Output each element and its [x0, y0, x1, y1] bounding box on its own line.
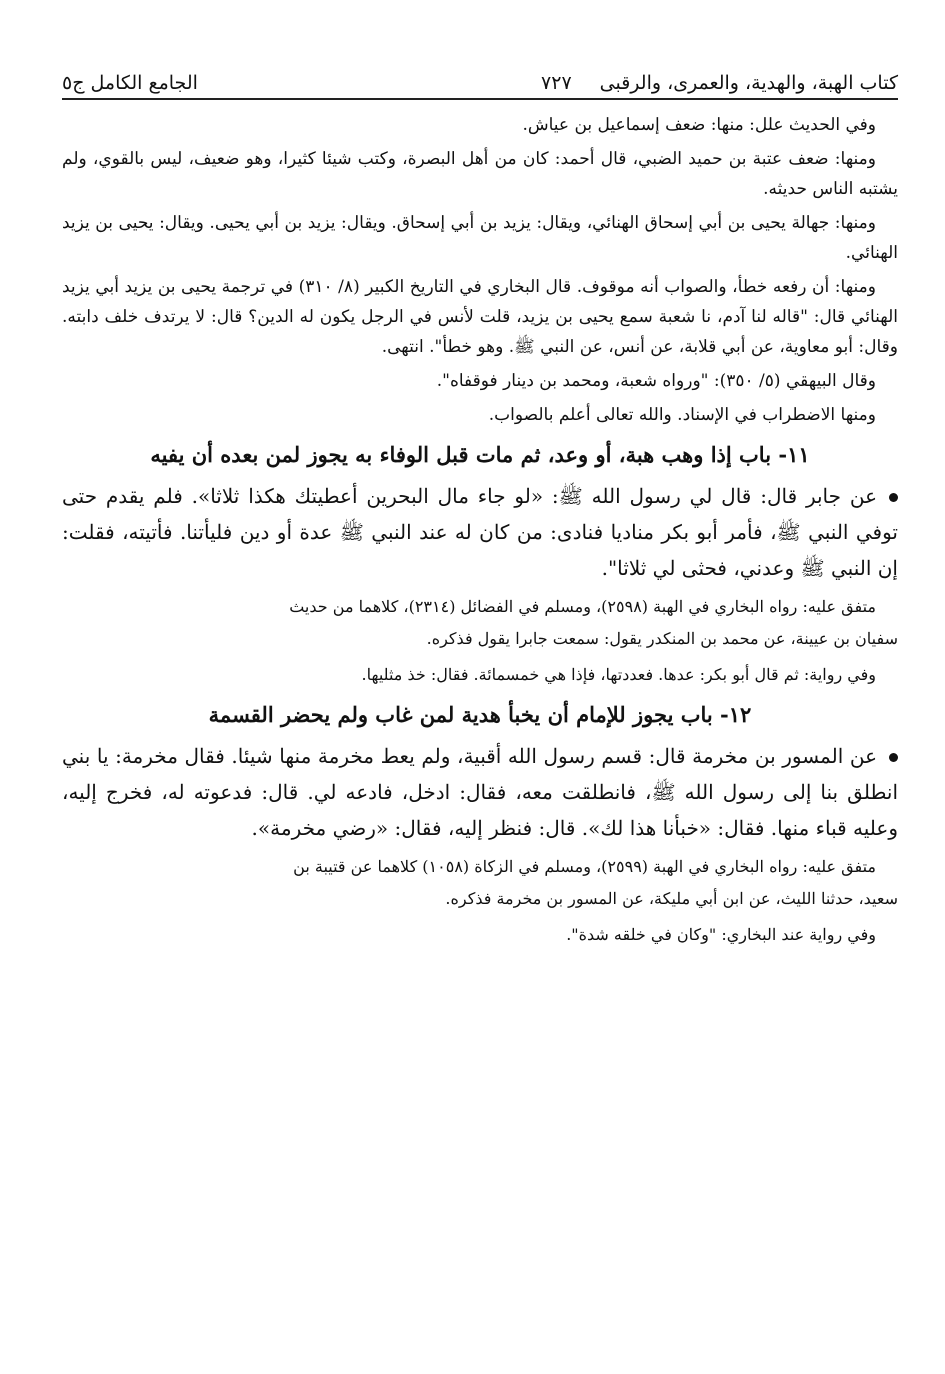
intro-paragraph: وفي الحديث علل: منها: ضعف إسماعيل بن عياش. — [522, 115, 876, 135]
header-right — [541, 72, 898, 94]
chapter-12-takhrij-cont: سعيد، حدثنا الليث، عن ابن أبي مليكة، عن المسور بن مخرمة فذكره. — [445, 889, 898, 908]
page-header — [62, 58, 898, 100]
chapter-11-hadith — [62, 478, 898, 586]
chapter-11-title: ١١- باب إذا وهب هبة، أو وعد، ثم مات قبل الوفاء به يجوز لمن بعده أن يفيه — [150, 442, 810, 467]
chapter-11-riwaya: وفي رواية: ثم قال أبو بكر: عدها. فعددتها، فإذا هي خمسمائة. فقال: خذ مثليها. — [361, 665, 876, 684]
chapter-12-takhrij: متفق عليه: رواه البخاري في الهبة (٢٥٩٩)، ومسلم في الزكاة (١٠٥٨) كلاهما عن قتيبة بن — [293, 857, 876, 876]
chapter-11-takhrij: متفق عليه: رواه البخاري في الهبة (٢٥٩٨)، ومسلم في الفضائل (٢٣١٤)، كلاهما من حديث — [289, 597, 876, 616]
chapter-11-takhrij-cont: سفيان بن عيينة، عن محمد بن المنكدر يقول: سمعت جابرا يقول فذكره. — [426, 629, 898, 648]
page-number: ٧٢٧ — [541, 72, 572, 94]
intro-paragraph: ومنها الاضطراب في الإسناد. والله تعالى أعلم بالصواب. — [488, 405, 876, 425]
intro-paragraph: ومنها: جهالة يحيى بن أبي إسحاق الهنائي، ويقال: يزيد بن أبي إسحاق. ويقال: يزيد بن أبي يحيى. ويقال: يحيى بن يزيد الهنائي. — [62, 213, 898, 263]
header-section-title: كتاب الهبة، والهدية، والعمرى، والرقبى — [599, 72, 898, 94]
intro-paragraph: ومنها: أن رفعه خطأ، والصواب أنه موقوف. قال البخاري في التاريخ الكبير (٨/ ٣١٠) في ترجمة يحيى بن يزيد أبي يزيد الهنائي قال: "قاله لنا آدم، نا شعبة سمع يحيى بن يزيد، قلت لأنس في الرجل يكون له الدين؟ قال: لا يرتدف خلف دابته. وقال: أبو معاوية، عن أبي قلابة، عن أنس، عن النبي ﷺ. وهو خطأ". انتهى. — [62, 277, 898, 357]
chapter-12-riwaya: وفي رواية عند البخاري: "وكان في خلقه شدة". — [566, 925, 876, 944]
intro-paragraph: ومنها: ضعف عتبة بن حميد الضبي، قال أحمد: كان من أهل البصرة، وكتب شيئا كثيرا، وهو ضعيف، ليس بالقوي، ولم يشتبه الناس حديثه. — [62, 149, 898, 199]
header-book-title: الجامع الكامل ج٥ — [62, 72, 198, 94]
hadith-text: عن جابر قال: قال لي رسول الله ﷺ: «لو جاء مال البحرين أعطيتك هكذا ثلاثا». فلم يقدم حتى توفي النبي ﷺ، فأمر أبو بكر مناديا فنادى: من كان له عند النبي ﷺ عدة أو دين فليأتنا. فأتيته، فقلت: إن النبي ﷺ وعدني، فحثى لي ثلاثا". — [62, 484, 898, 580]
chapter-12-title: ١٢- باب يجوز للإمام أن يخبأ هدية لمن غاب ولم يحضر القسمة — [208, 702, 752, 727]
bullet-icon — [889, 753, 898, 762]
hadith-text: عن المسور بن مخرمة قال: قسم رسول الله أقبية، ولم يعط مخرمة منها شيئا. فقال مخرمة: يا بني انطلق بنا إلى رسول الله ﷺ، فانطلقت معه، فقال: ادخل، فادعه لي. قال: فدعوته له، فخرج إليه، وعليه قباء منها. فقال: «خبأنا هذا لك». قال: فنظر إليه، فقال: «رضي مخرمة». — [62, 744, 898, 840]
chapter-12-hadith — [62, 738, 898, 846]
page — [62, 58, 898, 952]
bullet-icon — [889, 493, 898, 502]
intro-paragraph: وقال البيهقي (٥/ ٣٥٠): "ورواه شعبة، ومحمد بن دينار فوقفاه". — [436, 371, 876, 391]
